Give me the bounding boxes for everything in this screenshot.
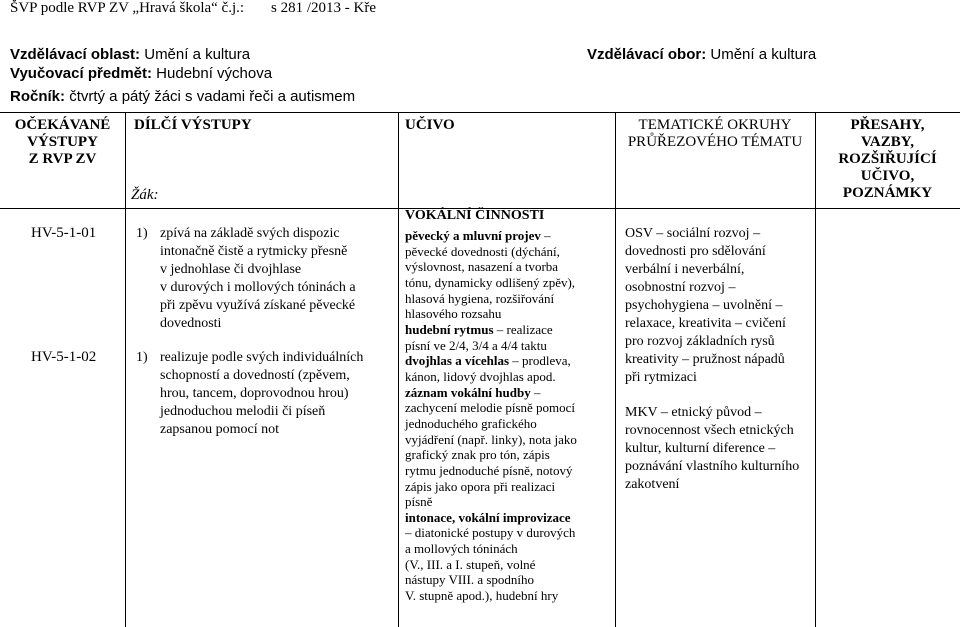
curriculum-text: – <box>540 228 551 243</box>
column-header-curriculum: UČIVO <box>405 117 455 133</box>
curriculum-text: tónu, dynamicky odlišený zpěv), <box>405 274 576 290</box>
curriculum-text: zachycení melodie písně pomocí <box>405 400 576 416</box>
curriculum-text: nástupy VIII. a spodního <box>405 572 535 588</box>
column-header-partial: DÍLČÍ VÝSTUPY <box>134 117 252 133</box>
section-title: VOKÁLNÍ ČINNOSTI <box>405 208 545 223</box>
column-header-expected-line-2: VÝSTUPY <box>27 134 98 150</box>
curriculum-text: a mollových tóninách <box>405 541 518 557</box>
document-reference: s 281 /2013 - Kře <box>271 0 377 16</box>
curriculum-keyword: intonace, vokální improvizace <box>405 509 571 525</box>
output-line: hrou, tancem, doprovodnou hrou) <box>160 386 349 401</box>
curriculum-text: rytmu jednoduché písně, notový <box>405 462 573 478</box>
area-value: Umění a kultura <box>144 46 251 63</box>
column-header-expected-line-1: OČEKÁVANÉ <box>14 117 111 133</box>
theme-line: při rytmizaci <box>625 370 697 385</box>
field-label: Vzdělávací obor: <box>587 46 707 63</box>
curriculum-line <box>405 463 577 479</box>
output-code: HV-5-1-01 <box>31 225 97 241</box>
theme-line: psychohygiena – uvolnění – <box>625 298 783 313</box>
output-line: intonačně čistě a rytmicky přesně <box>160 244 348 259</box>
column-header-overlaps-line-1: PŘESAHY, <box>850 117 925 133</box>
curriculum-keyword: záznam vokální hudby <box>405 384 531 400</box>
output-line: při zpěvu využívá získané pěvecké <box>160 298 356 313</box>
theme-line: rovnocennost všech etnických <box>625 423 794 438</box>
curriculum-text: zápis jako opora při realizaci <box>405 478 556 494</box>
curriculum-line <box>405 306 577 322</box>
output-number: 1) <box>136 226 148 241</box>
partial-output-1 <box>136 225 356 333</box>
output-code: HV-5-1-02 <box>31 349 97 365</box>
column-header-expected <box>0 117 125 168</box>
grade-row <box>10 88 355 105</box>
field-row <box>587 46 816 63</box>
subject-value: Hudební výchova <box>156 65 273 82</box>
theme-line: pro rozvoj základních rysů <box>625 334 775 349</box>
output-line: dovednosti <box>160 316 222 331</box>
grade-value: čtvrtý a pátý žáci s vadami řeči a autismem <box>69 88 356 105</box>
curriculum-text: písní ve 2/4, 3/4 a 4/4 taktu <box>405 337 547 353</box>
column-divider-1 <box>125 112 126 627</box>
curriculum-line <box>405 494 577 510</box>
theme-line: relaxace, kreativita – cvičení <box>625 316 786 331</box>
curriculum-text: pěvecké dovednosti (dýchání, <box>405 243 560 259</box>
curriculum-line <box>405 259 577 275</box>
column-header-overlaps-line-2: VAZBY, <box>861 134 914 150</box>
column-header-overlaps-line-5: POZNÁMKY <box>842 185 933 201</box>
subject-row <box>10 65 272 82</box>
curriculum-line <box>405 400 577 416</box>
curriculum-keyword: dvojhlas a vícehlas <box>405 353 510 369</box>
theme-line: kultur, kulturní diference – <box>625 441 776 456</box>
output-line: realizuje podle svých individuálních <box>160 350 364 365</box>
curriculum-line <box>405 416 577 432</box>
curriculum-line <box>405 338 577 354</box>
subject-label: Vyučovací předmět: <box>10 65 152 82</box>
curriculum-line <box>405 353 577 369</box>
curriculum-line <box>405 228 577 244</box>
output-line: zpívá na základě svých dispozic <box>160 226 340 241</box>
theme-line: verbální i neverbální, <box>625 262 745 277</box>
curriculum-line <box>405 322 577 338</box>
curriculum-line <box>405 385 577 401</box>
field-value: Umění a kultura <box>710 46 817 63</box>
curriculum-line <box>405 572 577 588</box>
curriculum-line <box>405 447 577 463</box>
theme-line: dovednosti pro sdělování <box>625 244 766 259</box>
curriculum-text: jednoduchého grafického <box>405 415 537 431</box>
themes-osv <box>625 225 786 387</box>
column-header-pupil: Žák: <box>131 187 159 203</box>
theme-line: MKV – etnický původ – <box>625 405 762 420</box>
curriculum-text: výslovnost, nasazení a tvorba <box>405 259 559 275</box>
curriculum-keyword: pěvecký a mluvní projev <box>405 228 541 243</box>
curriculum-line <box>405 557 577 573</box>
column-header-themes-line-1: TEMATICKÉ OKRUHY <box>638 117 792 133</box>
curriculum-line <box>405 479 577 495</box>
curriculum-keyword: hudební rytmus <box>405 321 494 337</box>
curriculum-text: – prodleva, <box>509 353 571 369</box>
output-line: schopností a dovedností (zpěvem, <box>160 368 350 383</box>
column-header-expected-line-3: Z RVP ZV <box>28 151 97 167</box>
column-header-overlaps <box>815 117 960 202</box>
curriculum-text: hlasová hygiena, rozšiřování <box>405 290 555 306</box>
theme-line: zakotvení <box>625 477 680 492</box>
output-line: jednoduchou melodii či píseň <box>160 404 326 419</box>
curriculum-content <box>405 228 577 604</box>
curriculum-text: grafický znak pro tón, zápis <box>405 447 550 463</box>
column-divider-2 <box>398 112 399 627</box>
theme-line: poznávání vlastního kulturního <box>625 459 800 474</box>
curriculum-text: (V., III. a I. stupeň, volné <box>405 556 536 572</box>
grade-label: Ročník: <box>10 88 66 105</box>
partial-output-2 <box>136 349 363 439</box>
curriculum-line <box>405 510 577 526</box>
document-title-text: ŠVP podle RVP ZV „Hravá škola“ č.j.: <box>10 0 245 16</box>
column-header-overlaps-line-3: ROZŠIŘUJÍCÍ <box>838 151 937 167</box>
curriculum-text: hlasového rozsahu <box>405 306 502 322</box>
area-row <box>10 46 250 63</box>
column-header-themes-line-2: PRŮŘEZOVÉHO TÉMATU <box>627 134 803 150</box>
curriculum-line <box>405 541 577 557</box>
document-title <box>10 0 376 17</box>
curriculum-text: V. stupně apod.), hudební hry <box>405 588 559 604</box>
output-line: zapsanou pomocí not <box>160 422 279 437</box>
themes-mkv <box>625 404 799 494</box>
curriculum-text: – <box>530 384 541 400</box>
curriculum-text: písně <box>405 494 433 510</box>
curriculum-line <box>405 244 577 260</box>
theme-line: OSV – sociální rozvoj – <box>625 226 761 241</box>
theme-line: kreativity – pružnost nápadů <box>625 352 785 367</box>
curriculum-line <box>405 432 577 448</box>
output-line: v durových i mollových tóninách a <box>160 280 356 295</box>
column-divider-3 <box>615 112 616 627</box>
curriculum-line <box>405 291 577 307</box>
curriculum-text: – diatonické postupy v durových <box>405 525 576 541</box>
table-top-border <box>0 112 960 113</box>
area-label: Vzdělávací oblast: <box>10 46 141 63</box>
curriculum-line <box>405 275 577 291</box>
curriculum-line <box>405 369 577 385</box>
output-line: v jednohlase či dvojhlase <box>160 262 302 277</box>
curriculum-text: kánon, lidový dvojhlas apod. <box>405 368 556 384</box>
column-header-overlaps-line-4: UČIVO, <box>860 168 915 184</box>
curriculum-text: – realizace <box>493 321 553 337</box>
curriculum-text: vyjádření (např. linky), nota jako <box>405 431 577 447</box>
curriculum-line <box>405 588 577 604</box>
theme-line: osobnostní rozvoj – <box>625 280 736 295</box>
column-header-themes <box>615 117 815 151</box>
curriculum-line <box>405 525 577 541</box>
output-number: 1) <box>136 350 148 365</box>
